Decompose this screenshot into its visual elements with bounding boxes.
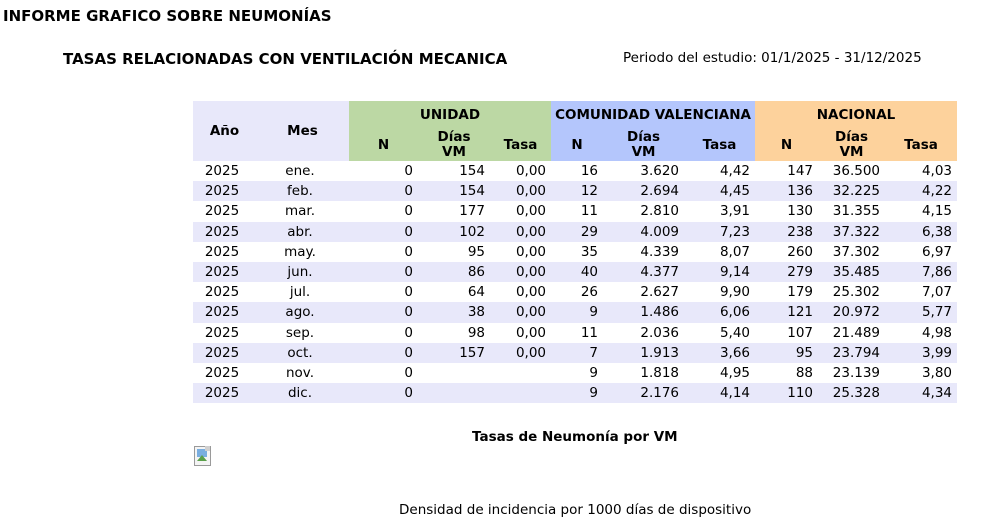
cell-nacional-n: 130	[755, 201, 818, 221]
table-row	[193, 323, 957, 343]
cell-month: ene.	[256, 161, 349, 181]
cell-unidad-tasa: 0,00	[490, 222, 551, 242]
cell-nacional-dias: 25.302	[818, 282, 885, 302]
cell-comunidad-tasa: 8,07	[684, 242, 755, 262]
cell-unidad-tasa	[490, 383, 551, 403]
cell-unidad-tasa: 0,00	[490, 161, 551, 181]
cell-year: 2025	[193, 181, 256, 201]
cell-nacional-n: 107	[755, 323, 818, 343]
cell-nacional-tasa: 3,99	[885, 343, 957, 363]
cell-unidad-n: 0	[349, 323, 418, 343]
cell-unidad-dias: 154	[418, 161, 490, 181]
cell-unidad-dias	[418, 363, 490, 383]
group-header-comunidad: COMUNIDAD VALENCIANA	[551, 101, 755, 129]
subheader-tasa: Tasa	[684, 129, 755, 161]
cell-month: ago.	[256, 302, 349, 322]
cell-nacional-n: 260	[755, 242, 818, 262]
cell-unidad-tasa: 0,00	[490, 262, 551, 282]
cell-comunidad-n: 9	[551, 383, 603, 403]
subheader-dias-vm: Días VM	[603, 129, 684, 161]
cell-year: 2025	[193, 242, 256, 262]
table-row	[193, 363, 957, 383]
cell-nacional-dias: 20.972	[818, 302, 885, 322]
cell-year: 2025	[193, 343, 256, 363]
cell-nacional-tasa: 6,38	[885, 222, 957, 242]
cell-comunidad-n: 16	[551, 161, 603, 181]
cell-nacional-dias: 35.485	[818, 262, 885, 282]
cell-unidad-dias: 86	[418, 262, 490, 282]
cell-nacional-n: 88	[755, 363, 818, 383]
subheader-dias-vm: Días VM	[818, 129, 885, 161]
subheader-tasa: Tasa	[490, 129, 551, 161]
cell-nacional-dias: 23.139	[818, 363, 885, 383]
subheader-n: N	[755, 129, 818, 161]
cell-unidad-n: 0	[349, 181, 418, 201]
cell-comunidad-n: 40	[551, 262, 603, 282]
cell-comunidad-tasa: 9,14	[684, 262, 755, 282]
cell-unidad-n: 0	[349, 262, 418, 282]
cell-unidad-tasa: 0,00	[490, 323, 551, 343]
table-row	[193, 282, 957, 302]
cell-unidad-dias: 64	[418, 282, 490, 302]
cell-year: 2025	[193, 222, 256, 242]
cell-nacional-tasa: 4,34	[885, 383, 957, 403]
group-header-unidad: UNIDAD	[349, 101, 551, 129]
cell-comunidad-tasa: 5,40	[684, 323, 755, 343]
cell-comunidad-tasa: 4,45	[684, 181, 755, 201]
ventilation-rates-table	[193, 101, 957, 403]
cell-comunidad-n: 11	[551, 323, 603, 343]
cell-nacional-tasa: 6,97	[885, 242, 957, 262]
cell-year: 2025	[193, 383, 256, 403]
cell-month: may.	[256, 242, 349, 262]
cell-unidad-tasa: 0,00	[490, 302, 551, 322]
cell-comunidad-tasa: 4,95	[684, 363, 755, 383]
cell-nacional-dias: 37.322	[818, 222, 885, 242]
cell-comunidad-n: 7	[551, 343, 603, 363]
cell-comunidad-dias: 2.627	[603, 282, 684, 302]
cell-nacional-n: 95	[755, 343, 818, 363]
cell-nacional-tasa: 4,15	[885, 201, 957, 221]
cell-comunidad-dias: 4.339	[603, 242, 684, 262]
cell-nacional-n: 279	[755, 262, 818, 282]
cell-unidad-n: 0	[349, 161, 418, 181]
cell-comunidad-tasa: 4,42	[684, 161, 755, 181]
cell-unidad-dias: 102	[418, 222, 490, 242]
cell-comunidad-dias: 3.620	[603, 161, 684, 181]
cell-unidad-tasa: 0,00	[490, 181, 551, 201]
cell-nacional-n: 121	[755, 302, 818, 322]
cell-nacional-dias: 23.794	[818, 343, 885, 363]
cell-month: jul.	[256, 282, 349, 302]
cell-unidad-n: 0	[349, 363, 418, 383]
cell-unidad-tasa: 0,00	[490, 343, 551, 363]
cell-comunidad-dias: 2.176	[603, 383, 684, 403]
cell-comunidad-dias: 2.694	[603, 181, 684, 201]
cell-month: oct.	[256, 343, 349, 363]
table-row	[193, 242, 957, 262]
cell-nacional-tasa: 7,07	[885, 282, 957, 302]
table-row	[193, 383, 957, 403]
cell-unidad-n: 0	[349, 302, 418, 322]
cell-comunidad-tasa: 3,66	[684, 343, 755, 363]
cell-nacional-dias: 31.355	[818, 201, 885, 221]
cell-unidad-tasa: 0,00	[490, 282, 551, 302]
cell-unidad-dias: 154	[418, 181, 490, 201]
cell-year: 2025	[193, 282, 256, 302]
cell-year: 2025	[193, 323, 256, 343]
chart-caption: Densidad de incidencia por 1000 días de dispositivo	[399, 502, 752, 518]
table-row	[193, 343, 957, 363]
cell-unidad-n: 0	[349, 222, 418, 242]
subheader-n: N	[551, 129, 603, 161]
subheader-dias-vm: Días VM	[418, 129, 490, 161]
cell-unidad-dias: 95	[418, 242, 490, 262]
cell-nacional-dias: 32.225	[818, 181, 885, 201]
table-row	[193, 181, 957, 201]
cell-nacional-n: 136	[755, 181, 818, 201]
cell-nacional-tasa: 4,22	[885, 181, 957, 201]
cell-comunidad-dias: 4.377	[603, 262, 684, 282]
cell-unidad-dias: 38	[418, 302, 490, 322]
cell-nacional-dias: 36.500	[818, 161, 885, 181]
cell-comunidad-dias: 1.818	[603, 363, 684, 383]
cell-unidad-dias	[418, 383, 490, 403]
cell-comunidad-tasa: 6,06	[684, 302, 755, 322]
cell-comunidad-dias: 1.486	[603, 302, 684, 322]
report-subtitle: TASAS RELACIONADAS CON VENTILACIÓN MECANICA	[63, 50, 508, 68]
cell-unidad-n: 0	[349, 242, 418, 262]
cell-month: feb.	[256, 181, 349, 201]
cell-comunidad-tasa: 9,90	[684, 282, 755, 302]
cell-unidad-tasa	[490, 363, 551, 383]
cell-nacional-n: 110	[755, 383, 818, 403]
header-year: Año	[193, 101, 256, 161]
chart-title: Tasas de Neumonía por VM	[472, 429, 678, 445]
cell-year: 2025	[193, 201, 256, 221]
cell-month: dic.	[256, 383, 349, 403]
cell-nacional-tasa: 5,77	[885, 302, 957, 322]
cell-comunidad-dias: 1.913	[603, 343, 684, 363]
cell-year: 2025	[193, 262, 256, 282]
cell-comunidad-tasa: 3,91	[684, 201, 755, 221]
study-period: Periodo del estudio: 01/1/2025 - 31/12/2025	[623, 50, 922, 66]
cell-nacional-n: 238	[755, 222, 818, 242]
cell-nacional-dias: 25.328	[818, 383, 885, 403]
cell-comunidad-n: 29	[551, 222, 603, 242]
cell-comunidad-n: 26	[551, 282, 603, 302]
cell-month: abr.	[256, 222, 349, 242]
cell-comunidad-dias: 4.009	[603, 222, 684, 242]
cell-unidad-dias: 157	[418, 343, 490, 363]
table-row	[193, 201, 957, 221]
report-title: INFORME GRAFICO SOBRE NEUMONÍAS	[3, 7, 332, 25]
table-row	[193, 222, 957, 242]
group-header-nacional: NACIONAL	[755, 101, 957, 129]
header-month: Mes	[256, 101, 349, 161]
cell-unidad-n: 0	[349, 343, 418, 363]
cell-comunidad-n: 12	[551, 181, 603, 201]
cell-month: sep.	[256, 323, 349, 343]
cell-nacional-tasa: 4,03	[885, 161, 957, 181]
cell-comunidad-dias: 2.036	[603, 323, 684, 343]
cell-year: 2025	[193, 302, 256, 322]
cell-unidad-n: 0	[349, 201, 418, 221]
cell-comunidad-n: 11	[551, 201, 603, 221]
cell-unidad-n: 0	[349, 282, 418, 302]
table-row	[193, 262, 957, 282]
cell-comunidad-n: 35	[551, 242, 603, 262]
table-row	[193, 302, 957, 322]
cell-comunidad-tasa: 7,23	[684, 222, 755, 242]
cell-nacional-n: 179	[755, 282, 818, 302]
cell-nacional-n: 147	[755, 161, 818, 181]
cell-month: mar.	[256, 201, 349, 221]
cell-unidad-dias: 98	[418, 323, 490, 343]
cell-nacional-tasa: 4,98	[885, 323, 957, 343]
cell-unidad-dias: 177	[418, 201, 490, 221]
cell-year: 2025	[193, 161, 256, 181]
table-row	[193, 161, 957, 181]
subheader-tasa: Tasa	[885, 129, 957, 161]
cell-comunidad-n: 9	[551, 363, 603, 383]
cell-comunidad-dias: 2.810	[603, 201, 684, 221]
cell-unidad-tasa: 0,00	[490, 242, 551, 262]
cell-nacional-tasa: 3,80	[885, 363, 957, 383]
cell-unidad-tasa: 0,00	[490, 201, 551, 221]
cell-nacional-dias: 37.302	[818, 242, 885, 262]
cell-nacional-dias: 21.489	[818, 323, 885, 343]
broken-image-icon	[193, 445, 215, 467]
cell-comunidad-tasa: 4,14	[684, 383, 755, 403]
cell-month: nov.	[256, 363, 349, 383]
cell-comunidad-n: 9	[551, 302, 603, 322]
cell-unidad-n: 0	[349, 383, 418, 403]
subheader-n: N	[349, 129, 418, 161]
cell-year: 2025	[193, 363, 256, 383]
cell-nacional-tasa: 7,86	[885, 262, 957, 282]
cell-month: jun.	[256, 262, 349, 282]
